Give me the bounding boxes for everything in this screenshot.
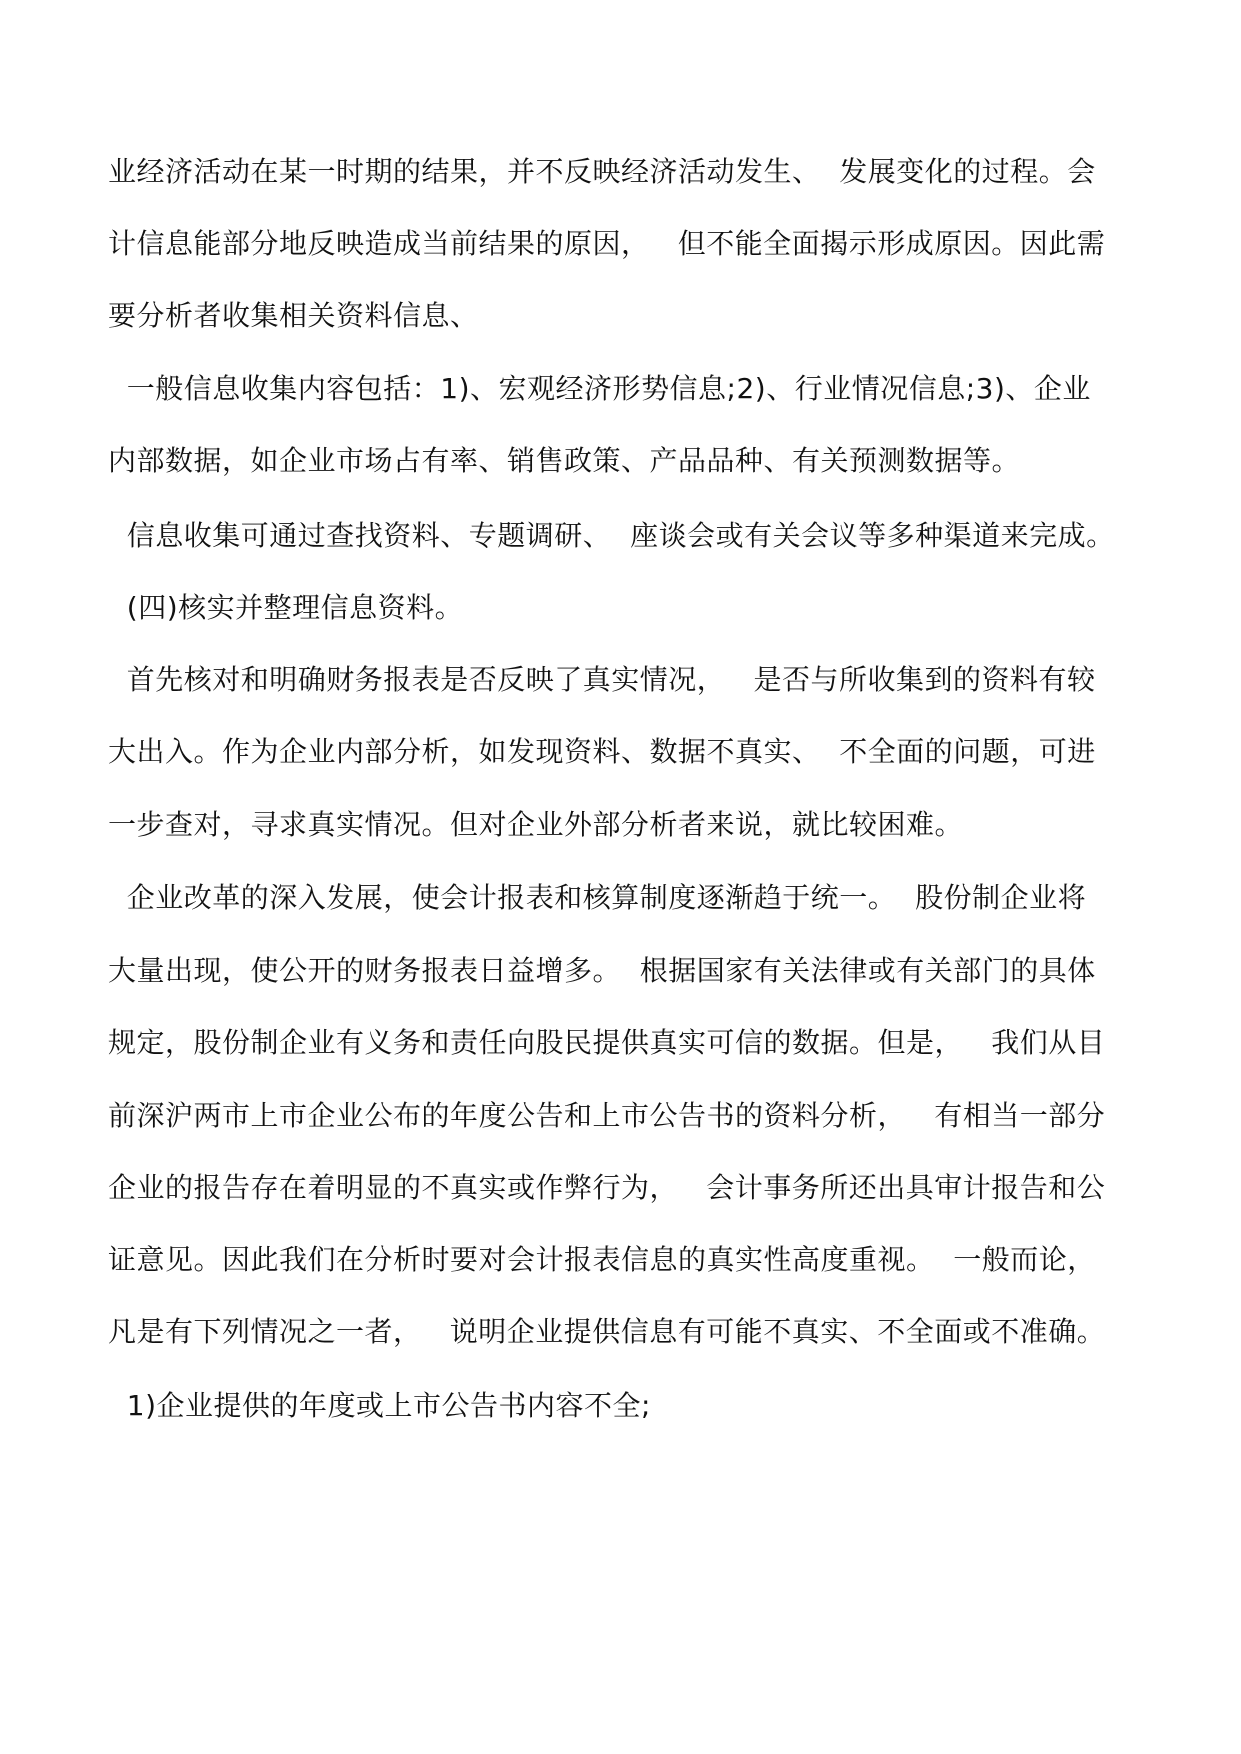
text-line: 业经济活动在某一时期的结果，并不反映经济活动发生、 发展变化的过程。会: [108, 155, 1096, 188]
text-line: 企业改革的深入发展，使会计报表和核算制度逐渐趋于统一。 股份制企业将: [108, 881, 1087, 914]
text-line: 企业的报告存在着明显的不真实或作弊行为， 会计事务所还出具审计报告和公: [108, 1171, 1106, 1204]
text-line: 一般信息收集内容包括：1)、宏观经济形势信息;2)、行业情况信息;3)、企业: [108, 372, 1091, 405]
text-line: 证意见。因此我们在分析时要对会计报表信息的真实性高度重视。 一般而论，: [108, 1243, 1096, 1276]
text-line: 要分析者收集相关资料信息、: [108, 299, 479, 332]
text-line: 首先核对和明确财务报表是否反映了真实情况， 是否与所收集到的资料有较: [108, 663, 1096, 696]
text-line: 规定，股份制企业有义务和责任向股民提供真实可信的数据。但是， 我们从目: [108, 1026, 1106, 1059]
section-heading: (四)核实并整理信息资料。: [108, 591, 464, 624]
text-line: 内部数据，如企业市场占有率、销售政策、产品品种、有关预测数据等。: [108, 444, 1021, 477]
text-line: 一步查对，寻求真实情况。但对企业外部分析者来说，就比较困难。: [108, 808, 964, 841]
text-line: 前深沪两市上市企业公布的年度公告和上市公告书的资料分析， 有相当一部分: [108, 1099, 1106, 1132]
text-line: 凡是有下列情况之一者， 说明企业提供信息有可能不真实、不全面或不准确。: [108, 1315, 1106, 1348]
text-line: 大出入。作为企业内部分析，如发现资料、数据不真实、 不全面的问题，可进: [108, 735, 1096, 768]
text-line: 信息收集可通过查找资料、专题调研、 座谈会或有关会议等多种渠道来完成。: [108, 519, 1115, 552]
text-line: 计信息能部分地反映造成当前结果的原因， 但不能全面揭示形成原因。因此需: [108, 227, 1106, 260]
list-item: 1)企业提供的年度或上市公告书内容不全;: [108, 1389, 651, 1422]
text-line: 大量出现，使公开的财务报表日益增多。 根据国家有关法律或有关部门的具体: [108, 954, 1096, 987]
